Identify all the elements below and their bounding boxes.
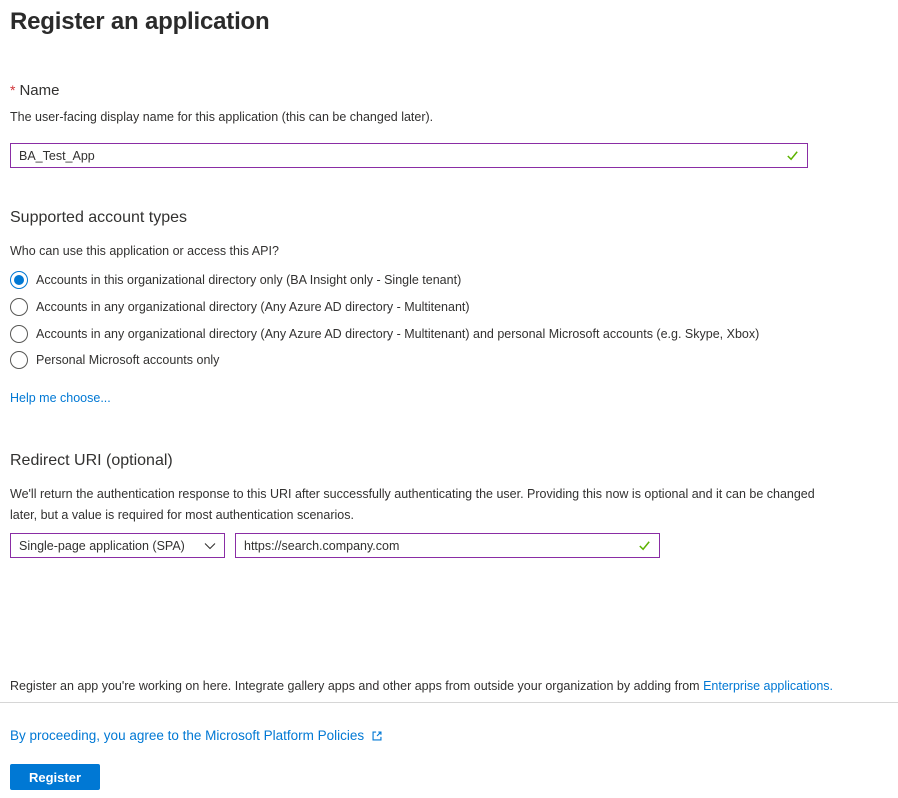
- radio-option-multitenant[interactable]: [10, 298, 470, 316]
- platform-select[interactable]: [10, 533, 225, 558]
- help-me-choose-link[interactable]: Help me choose...: [10, 391, 111, 405]
- name-label-text: Name: [19, 82, 60, 99]
- name-input[interactable]: [10, 143, 808, 168]
- chevron-down-icon: [204, 542, 216, 550]
- radio-button[interactable]: [10, 298, 28, 316]
- platform-policies-link[interactable]: By proceeding, you agree to the Microsoft Platform Policies: [10, 728, 365, 743]
- divider: [0, 702, 898, 703]
- radio-button[interactable]: [10, 351, 28, 369]
- radio-button[interactable]: [10, 271, 28, 289]
- account-types-question: Who can use this application or access this API?: [10, 244, 279, 258]
- name-field-label: [10, 82, 59, 99]
- register-button[interactable]: Register: [10, 764, 100, 790]
- uri-input-wrap: [235, 533, 660, 558]
- redirect-uri-controls: [10, 533, 660, 558]
- supported-account-types-heading: Supported account types: [10, 209, 188, 226]
- redirect-uri-description: We'll return the authentication response to this URI after successfully authenticating the user. Providing this now is optional and it can be changed later, but a value is required for most authentication scenarios.: [10, 487, 815, 522]
- name-input-wrap: [10, 143, 808, 168]
- radio-option-personal-only[interactable]: [10, 351, 219, 369]
- radio-label: Personal Microsoft accounts only: [36, 353, 220, 367]
- radio-option-multitenant-personal[interactable]: [10, 325, 759, 343]
- required-asterisk: *: [10, 82, 16, 98]
- redirect-uri-input[interactable]: [235, 533, 660, 558]
- radio-button[interactable]: [10, 325, 28, 343]
- radio-label: Accounts in any organizational directory (Any Azure AD directory - Multitenant): [36, 300, 470, 314]
- radio-label: Accounts in any organizational directory (Any Azure AD directory - Multitenant) and personal Microsoft accounts (e.g. Skype, Xbox): [36, 327, 760, 341]
- radio-option-single-tenant[interactable]: [10, 271, 461, 289]
- radio-label: Accounts in this organizational directory only (BA Insight only - Single tenant): [36, 273, 462, 287]
- external-link-icon[interactable]: [370, 729, 384, 743]
- register-note: [10, 679, 833, 693]
- page-title: Register an application: [10, 8, 270, 35]
- platform-select-value: Single-page application (SPA): [19, 538, 185, 553]
- platform-policies-row: [10, 728, 384, 743]
- name-field-description: The user-facing display name for this application (this can be changed later).: [10, 110, 434, 124]
- register-note-text: Register an app you're working on here. Integrate gallery apps and other apps from outside your organization by adding from: [10, 679, 704, 693]
- redirect-uri-heading: Redirect URI (optional): [10, 452, 173, 469]
- enterprise-applications-link[interactable]: Enterprise applications.: [703, 679, 834, 693]
